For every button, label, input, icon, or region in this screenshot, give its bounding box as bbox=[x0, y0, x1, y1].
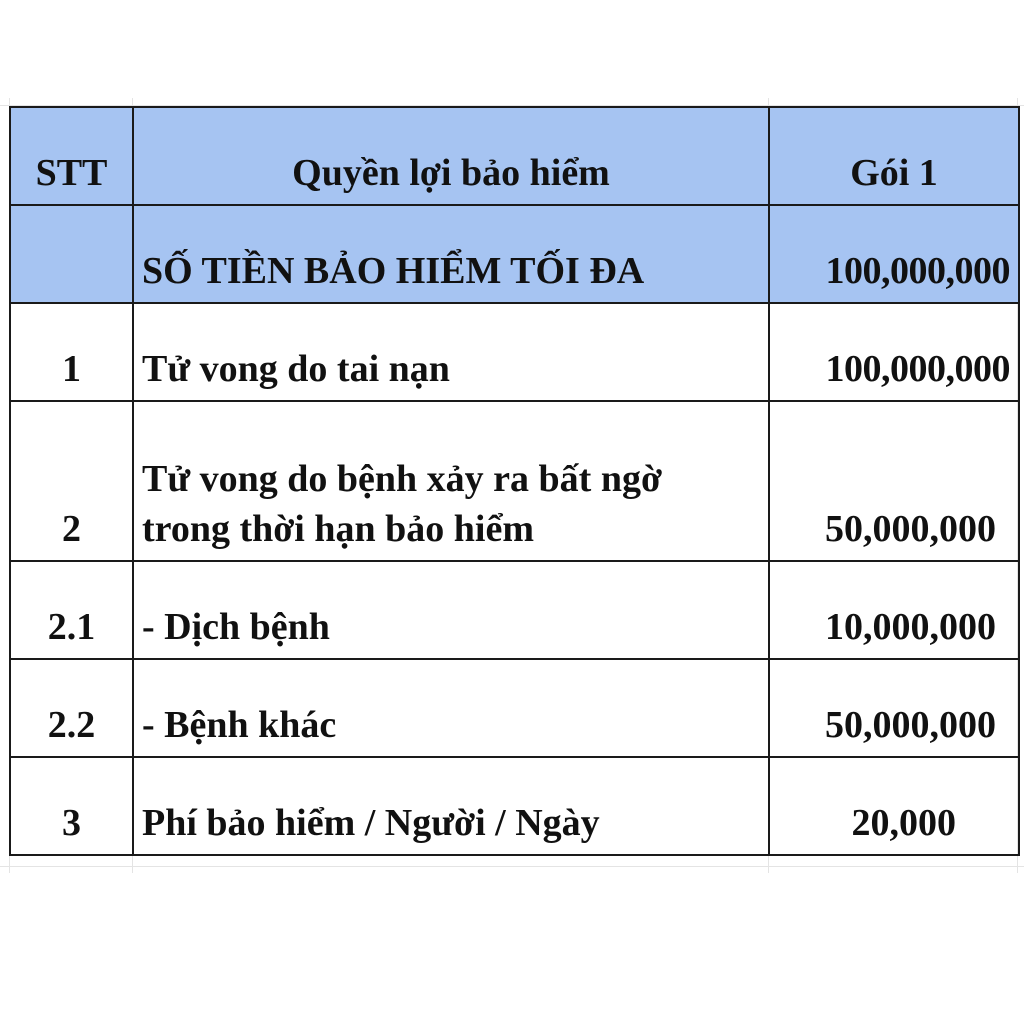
row-benefit[interactable]: - Bệnh khác bbox=[133, 659, 769, 757]
row-amount[interactable]: 20,000 bbox=[769, 757, 1019, 855]
header-stt[interactable]: STT bbox=[10, 107, 133, 205]
max-amount-row bbox=[10, 205, 1019, 303]
table-header-row bbox=[10, 107, 1019, 205]
row-amount[interactable]: 100,000,000 bbox=[769, 303, 1019, 401]
table-row bbox=[10, 659, 1019, 757]
table-row bbox=[10, 561, 1019, 659]
max-row-stt[interactable] bbox=[10, 205, 133, 303]
row-stt[interactable]: 1 bbox=[10, 303, 133, 401]
table-row bbox=[10, 757, 1019, 855]
max-row-amount[interactable]: 100,000,000 bbox=[769, 205, 1019, 303]
row-benefit[interactable]: Tử vong do bệnh xảy ra bất ngờ trong thời hạn bảo hiểm bbox=[133, 401, 769, 561]
header-package[interactable]: Gói 1 bbox=[769, 107, 1019, 205]
max-row-benefit[interactable]: SỐ TIỀN BẢO HIỂM TỐI ĐA bbox=[133, 205, 769, 303]
header-benefit[interactable]: Quyền lợi bảo hiểm bbox=[133, 107, 769, 205]
row-stt[interactable]: 2.1 bbox=[10, 561, 133, 659]
row-benefit[interactable]: Phí bảo hiểm / Người / Ngày bbox=[133, 757, 769, 855]
row-benefit[interactable]: Tử vong do tai nạn bbox=[133, 303, 769, 401]
row-stt[interactable]: 2 bbox=[10, 401, 133, 561]
insurance-benefits-table bbox=[9, 106, 1020, 856]
row-amount[interactable]: 50,000,000 bbox=[769, 401, 1019, 561]
table-row bbox=[10, 401, 1019, 561]
table-row bbox=[10, 303, 1019, 401]
row-amount[interactable]: 50,000,000 bbox=[769, 659, 1019, 757]
row-benefit[interactable]: - Dịch bệnh bbox=[133, 561, 769, 659]
row-stt[interactable]: 2.2 bbox=[10, 659, 133, 757]
gridline-bottom bbox=[0, 866, 1024, 867]
row-stt[interactable]: 3 bbox=[10, 757, 133, 855]
row-amount[interactable]: 10,000,000 bbox=[769, 561, 1019, 659]
